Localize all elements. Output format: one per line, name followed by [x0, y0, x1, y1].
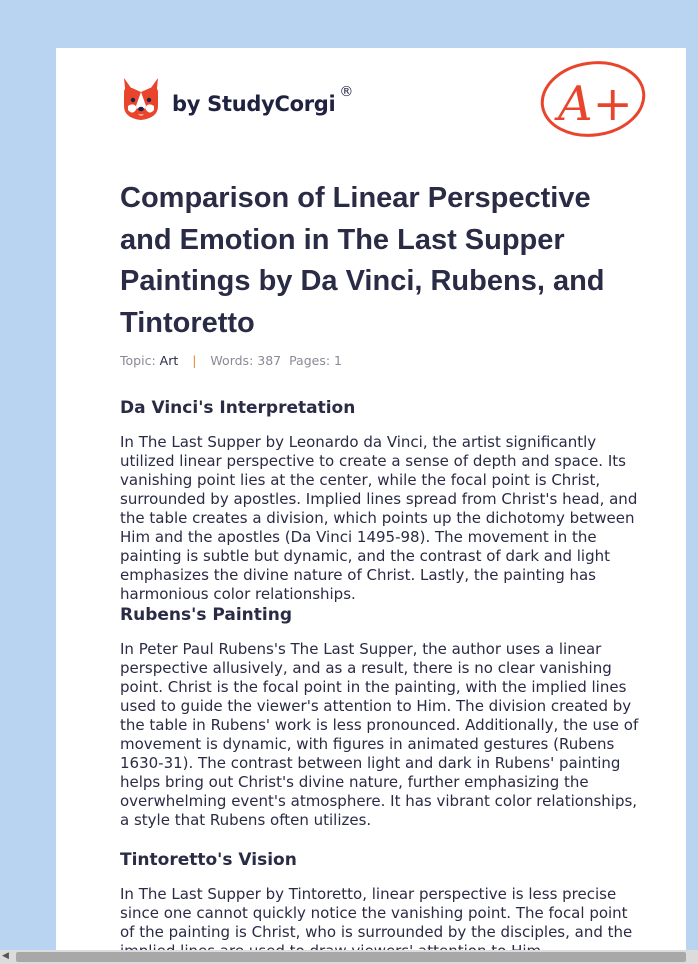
section-heading-rubens: Rubens's Painting [120, 605, 292, 625]
grade-a-plus-icon [538, 58, 648, 140]
essay-title: Comparison of Linear Perspective and Emotion in The Last Supper Paintings by Da Vinci, Rubens, and Tintoretto [120, 182, 605, 339]
studycorgi-logo[interactable] [120, 74, 353, 124]
grade-text: A+ [558, 76, 633, 132]
section-heading-tintoretto: Tintoretto's Vision [120, 850, 297, 870]
horizontal-scrollbar[interactable] [0, 950, 698, 964]
section-body-rubens: In Peter Paul Rubens's The Last Supper, the author uses a linear perspective allusively, and as a result, there is no clear vanishing point. Christ is the focal point in the painting, with the implied lines used to guide the viewer's attention to Him. The division created by the table in Rubens' work is less pronounced. Additionally, the use of movement is dynamic, with figures in animated gestures (Rubens 1630-31). The contrast between light and dark in Rubens' painting helps bring out Christ's divine nature, further emphasizing the overwhelming event's atmosphere. It has vibrant color relationships, a style that Rubens often utilizes. [120, 640, 639, 829]
topic-label: Topic: [120, 353, 156, 368]
section-body-tintoretto: In The Last Supper by Tintoretto, linear perspective is less precise since one cannot quickly notice the vanishing point. The focal point of the painting is Christ, who is surrounded by the disciples, and the [120, 885, 633, 941]
page-count: Pages: 1 [289, 353, 342, 368]
section-heading-da-vinci: Da Vinci's Interpretation [120, 398, 356, 418]
topic-link[interactable]: Art [159, 353, 179, 368]
scrollbar-thumb[interactable] [16, 952, 686, 962]
essay-meta [120, 353, 342, 368]
section-body-da-vinci: In The Last Supper by Leonardo da Vinci, the artist significantly utilized linear perspective to create a sense of depth and space. Its vanishing point lies at the center, while the focal point is Christ, surrounded by apostles. Implied lines spread from Christ's head, and the table creates a division, which points up the dichotomy between Him and the apostles (Da Vinci 1495-98). The movement in the painting is subtle but dynamic, and the contrast of dark and light emphasizes the divine nature of Christ. Lastly, the painting has harmonious color relationships. [120, 433, 638, 603]
document-page [56, 48, 686, 950]
logo-text: by StudyCorgi ® [172, 84, 354, 116]
scroll-left-icon[interactable]: ◀ [2, 951, 9, 961]
corgi-logo-icon [120, 76, 162, 122]
word-count: Words: 387 [210, 353, 282, 368]
meta-separator: | [192, 353, 197, 368]
